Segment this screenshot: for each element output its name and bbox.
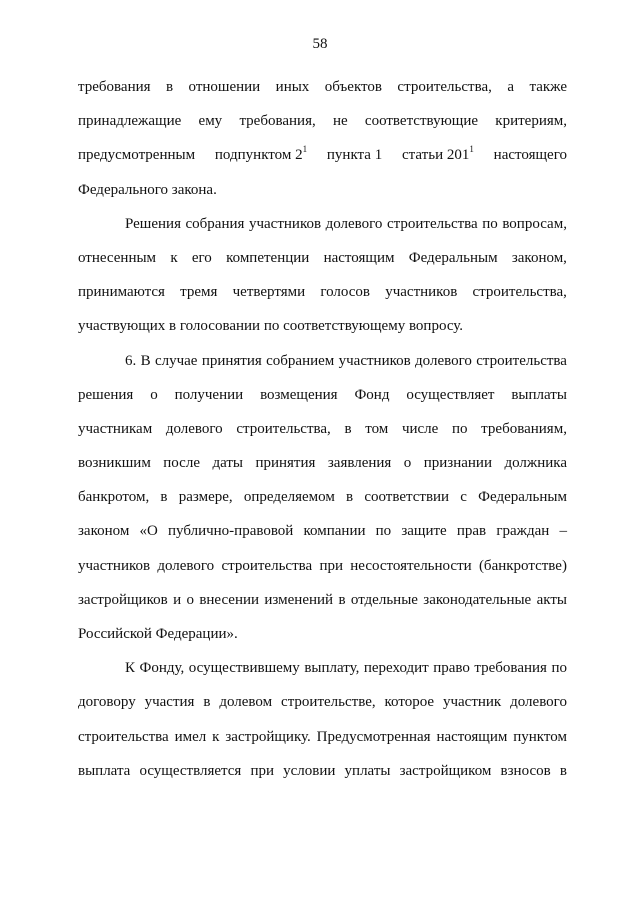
word: имел <box>174 728 207 745</box>
word: критериям, <box>495 113 567 130</box>
text-line <box>78 412 567 446</box>
word: при <box>319 557 343 574</box>
word: выплату, <box>304 660 360 677</box>
word: настоящим <box>436 728 508 745</box>
word: голосов <box>320 284 371 301</box>
word: долевого <box>510 694 567 711</box>
word: по <box>451 420 468 437</box>
word: и <box>173 591 182 608</box>
word: случае <box>154 352 198 369</box>
word: возникшим <box>78 455 151 472</box>
word: к <box>170 249 178 266</box>
word: требования, <box>239 113 316 130</box>
word: изменений <box>264 591 334 608</box>
word: осуществляет <box>406 386 495 403</box>
word: выплаты <box>511 386 567 403</box>
word: Федеральным <box>478 489 567 506</box>
word: принятия <box>201 352 262 369</box>
word: требования <box>78 79 151 95</box>
word: Федеральным <box>408 249 498 266</box>
word: даты <box>212 455 243 472</box>
text-line <box>78 651 567 685</box>
word: о <box>150 386 158 403</box>
word: законодательные <box>423 591 532 608</box>
text-line <box>78 138 567 172</box>
word: принятия <box>255 455 316 472</box>
word: строительства <box>386 215 478 232</box>
text-line <box>78 309 567 343</box>
word: пунктом <box>513 728 567 745</box>
text-line <box>78 480 567 514</box>
text-line <box>78 275 567 309</box>
word: осуществившему <box>188 660 300 677</box>
word: собранием <box>266 352 335 369</box>
word: возмещения <box>260 386 338 403</box>
word: по <box>551 660 567 677</box>
word: строительства, <box>472 284 567 301</box>
word: получении <box>174 386 244 403</box>
word: настоящим <box>323 249 395 266</box>
word: долевого <box>157 557 215 574</box>
word: участников <box>78 557 151 574</box>
word: право <box>433 660 470 677</box>
word: том <box>365 420 389 437</box>
word: в <box>165 79 174 95</box>
word: долевом <box>219 694 273 711</box>
word: предусмотренным <box>78 147 196 164</box>
word: принимаются <box>78 284 165 301</box>
word: принадлежащие <box>78 113 182 130</box>
word: после <box>163 455 200 472</box>
text-line <box>78 583 567 617</box>
word: в <box>160 489 168 506</box>
word: не <box>332 113 348 130</box>
text-line <box>78 754 567 788</box>
word: в <box>346 489 354 506</box>
word: акты <box>536 591 567 608</box>
word: объектов <box>324 79 382 95</box>
text-line <box>78 344 567 378</box>
word: взносов <box>500 762 551 779</box>
paragraph <box>78 70 567 207</box>
word: Фонду, <box>139 660 185 677</box>
word: строительства <box>78 728 169 745</box>
word: договору <box>78 694 136 711</box>
word: переходит <box>363 660 429 677</box>
word: компетенции <box>226 249 310 266</box>
text-line <box>78 446 567 480</box>
word: долевого <box>325 215 383 232</box>
word: пункта 1 <box>326 147 383 164</box>
word: к <box>212 728 220 745</box>
word: (банкротстве) <box>478 557 567 574</box>
word: отнесенным <box>78 249 157 266</box>
word: статьи $201^1$ <box>402 144 474 164</box>
text-line <box>78 685 567 719</box>
paragraph <box>78 344 567 652</box>
word: заявления <box>327 455 392 472</box>
page-number: 58 <box>312 36 328 52</box>
text-line <box>78 70 567 104</box>
word: прав <box>456 523 487 540</box>
word: В <box>140 352 151 369</box>
word: требования <box>474 660 547 677</box>
word: отношении <box>188 79 261 95</box>
word: граждан <box>496 523 550 540</box>
word: строительства, <box>236 420 331 437</box>
word: застройщику. <box>225 728 311 745</box>
word: отдельные <box>350 591 418 608</box>
word: строительстве, <box>281 694 376 711</box>
word: уплаты <box>344 762 391 779</box>
word: настоящего <box>493 147 567 164</box>
document-body <box>78 70 567 788</box>
word: участников <box>248 215 322 232</box>
word: строительства, <box>397 79 492 95</box>
word: также <box>529 79 567 95</box>
word: требованиям, <box>481 420 567 437</box>
word: Российской Федерации». <box>78 626 238 642</box>
word: – <box>559 523 567 540</box>
word: решения <box>78 386 134 403</box>
text-line <box>78 378 567 412</box>
word: участвующих в голосовании по соответствующему вопросу. <box>78 318 464 335</box>
word: строительства <box>476 352 567 369</box>
word: публично-правовой <box>168 523 294 540</box>
word: застройщиком <box>399 762 492 779</box>
word: внесении <box>199 591 260 608</box>
word: четвертями <box>232 284 306 301</box>
word: ему <box>198 113 223 130</box>
word: о <box>186 591 194 608</box>
text-line <box>78 514 567 548</box>
word: банкротом, <box>78 489 150 506</box>
text-line <box>78 104 567 138</box>
word: защите <box>401 523 447 540</box>
word: с <box>460 489 467 506</box>
word: тремя <box>180 284 218 301</box>
word: 6. <box>125 352 137 369</box>
word: Предусмотренная <box>316 728 431 745</box>
word: К <box>125 660 136 677</box>
word: Фонд <box>354 386 390 403</box>
word: строительства <box>221 557 313 574</box>
word: собрания <box>185 215 245 232</box>
word: Федерального закона. <box>78 181 217 198</box>
word: выплата <box>78 762 131 779</box>
word: участников <box>385 284 458 301</box>
word: участникам <box>78 420 153 437</box>
word: о <box>403 455 412 472</box>
text-line <box>78 173 567 207</box>
word: «О <box>139 523 158 540</box>
word: законом <box>78 523 130 540</box>
word: иных <box>275 79 310 95</box>
text-line <box>78 549 567 583</box>
word: несостоятельности <box>350 557 472 574</box>
word: в <box>203 694 211 711</box>
word: участник <box>442 694 502 711</box>
word: долевого <box>165 420 223 437</box>
word: в <box>338 591 346 608</box>
word: которое <box>384 694 435 711</box>
paragraph <box>78 651 567 788</box>
text-line <box>78 241 567 275</box>
word: в <box>559 762 567 779</box>
word: размере, <box>178 489 233 506</box>
word: должника <box>504 455 567 472</box>
word: при <box>250 762 275 779</box>
word: условии <box>283 762 336 779</box>
word: долевого <box>415 352 472 369</box>
word: Решения <box>125 215 181 232</box>
word: участников <box>338 352 411 369</box>
word: законом, <box>511 249 567 266</box>
word: застройщиков <box>78 591 168 608</box>
word: по <box>482 215 498 232</box>
word: его <box>191 249 212 266</box>
word: по <box>375 523 392 540</box>
word: компании <box>303 523 366 540</box>
word: соответствующие <box>364 113 479 130</box>
word: вопросам, <box>502 215 567 232</box>
text-line <box>78 207 567 241</box>
word: соответствии <box>364 489 450 506</box>
word: осуществляется <box>139 762 242 779</box>
word: числе <box>401 420 439 437</box>
word: определяемом <box>243 489 335 506</box>
word: а <box>507 79 515 95</box>
text-line <box>78 617 567 651</box>
word: подпунктом $2^1$ <box>214 144 308 164</box>
word: в <box>344 420 352 437</box>
word: участия <box>144 694 195 711</box>
paragraph <box>78 207 567 344</box>
word: признании <box>423 455 492 472</box>
text-line <box>78 720 567 754</box>
